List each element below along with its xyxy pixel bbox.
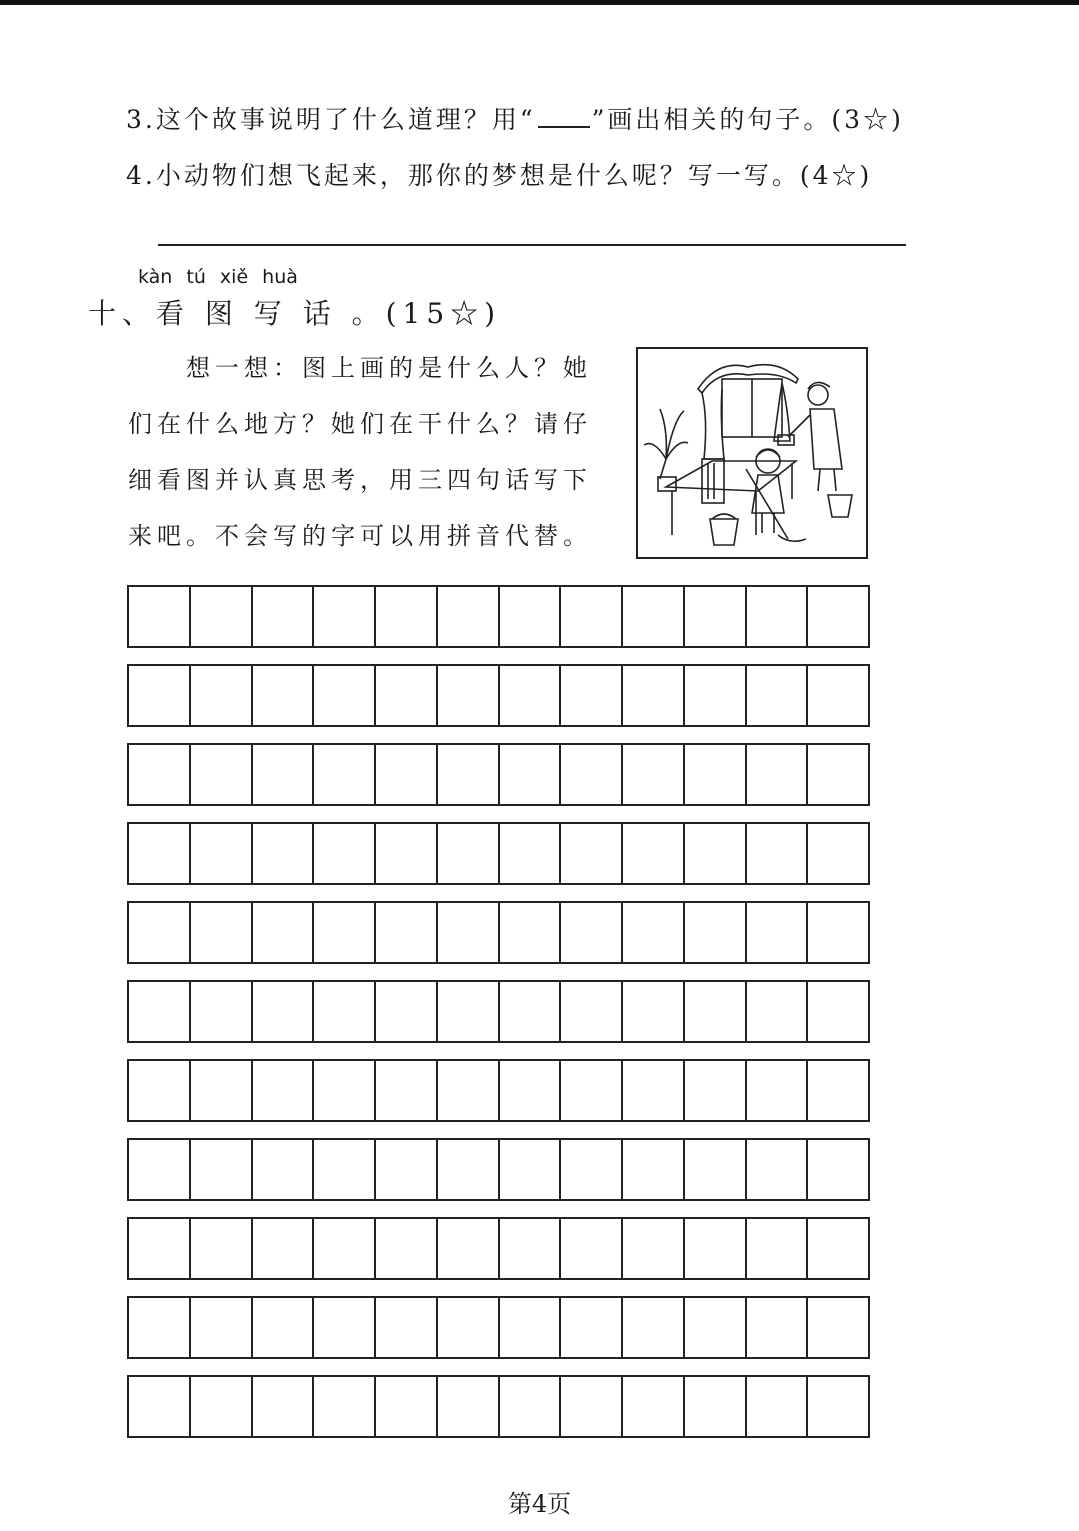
section-title-pinyin: kàn tú xiě huà (138, 266, 298, 288)
grid-row[interactable] (127, 585, 870, 648)
answer-line[interactable] (158, 244, 906, 246)
writing-grid[interactable] (127, 585, 870, 1438)
page-number: 第4页 (507, 1490, 572, 1518)
grid-row[interactable] (127, 980, 870, 1043)
writing-prompt (128, 340, 616, 564)
grid-row[interactable] (127, 901, 870, 964)
cleaning-illustration (636, 347, 868, 559)
grid-row[interactable] (127, 1217, 870, 1280)
grid-row[interactable] (127, 1375, 870, 1438)
grid-row[interactable] (127, 743, 870, 806)
page-top-border (0, 0, 1079, 5)
question-3-text: 3.这个故事说明了什么道理？用“ (126, 105, 536, 134)
underline-blank (538, 106, 590, 128)
section-title: 十、看 图 写 话 。(15☆) (88, 297, 502, 330)
question-4: 4.小动物们想飞起来，那你的梦想是什么呢？写一写。(4☆) (126, 161, 873, 190)
grid-row[interactable] (127, 822, 870, 885)
question-3-text-end: ”画出相关的句子。(3☆) (591, 105, 904, 134)
grid-row[interactable] (127, 1059, 870, 1122)
question-3 (126, 100, 904, 136)
grid-row[interactable] (127, 664, 870, 727)
writing-prompt-text: 想一想：图上画的是什么人？她们在什么地方？她们在干什么？请仔细看图并认真思考，用三四句话写下来吧。不会写的字可以用拼音代替。 (128, 354, 592, 550)
grid-row[interactable] (127, 1296, 870, 1359)
grid-row[interactable] (127, 1138, 870, 1201)
